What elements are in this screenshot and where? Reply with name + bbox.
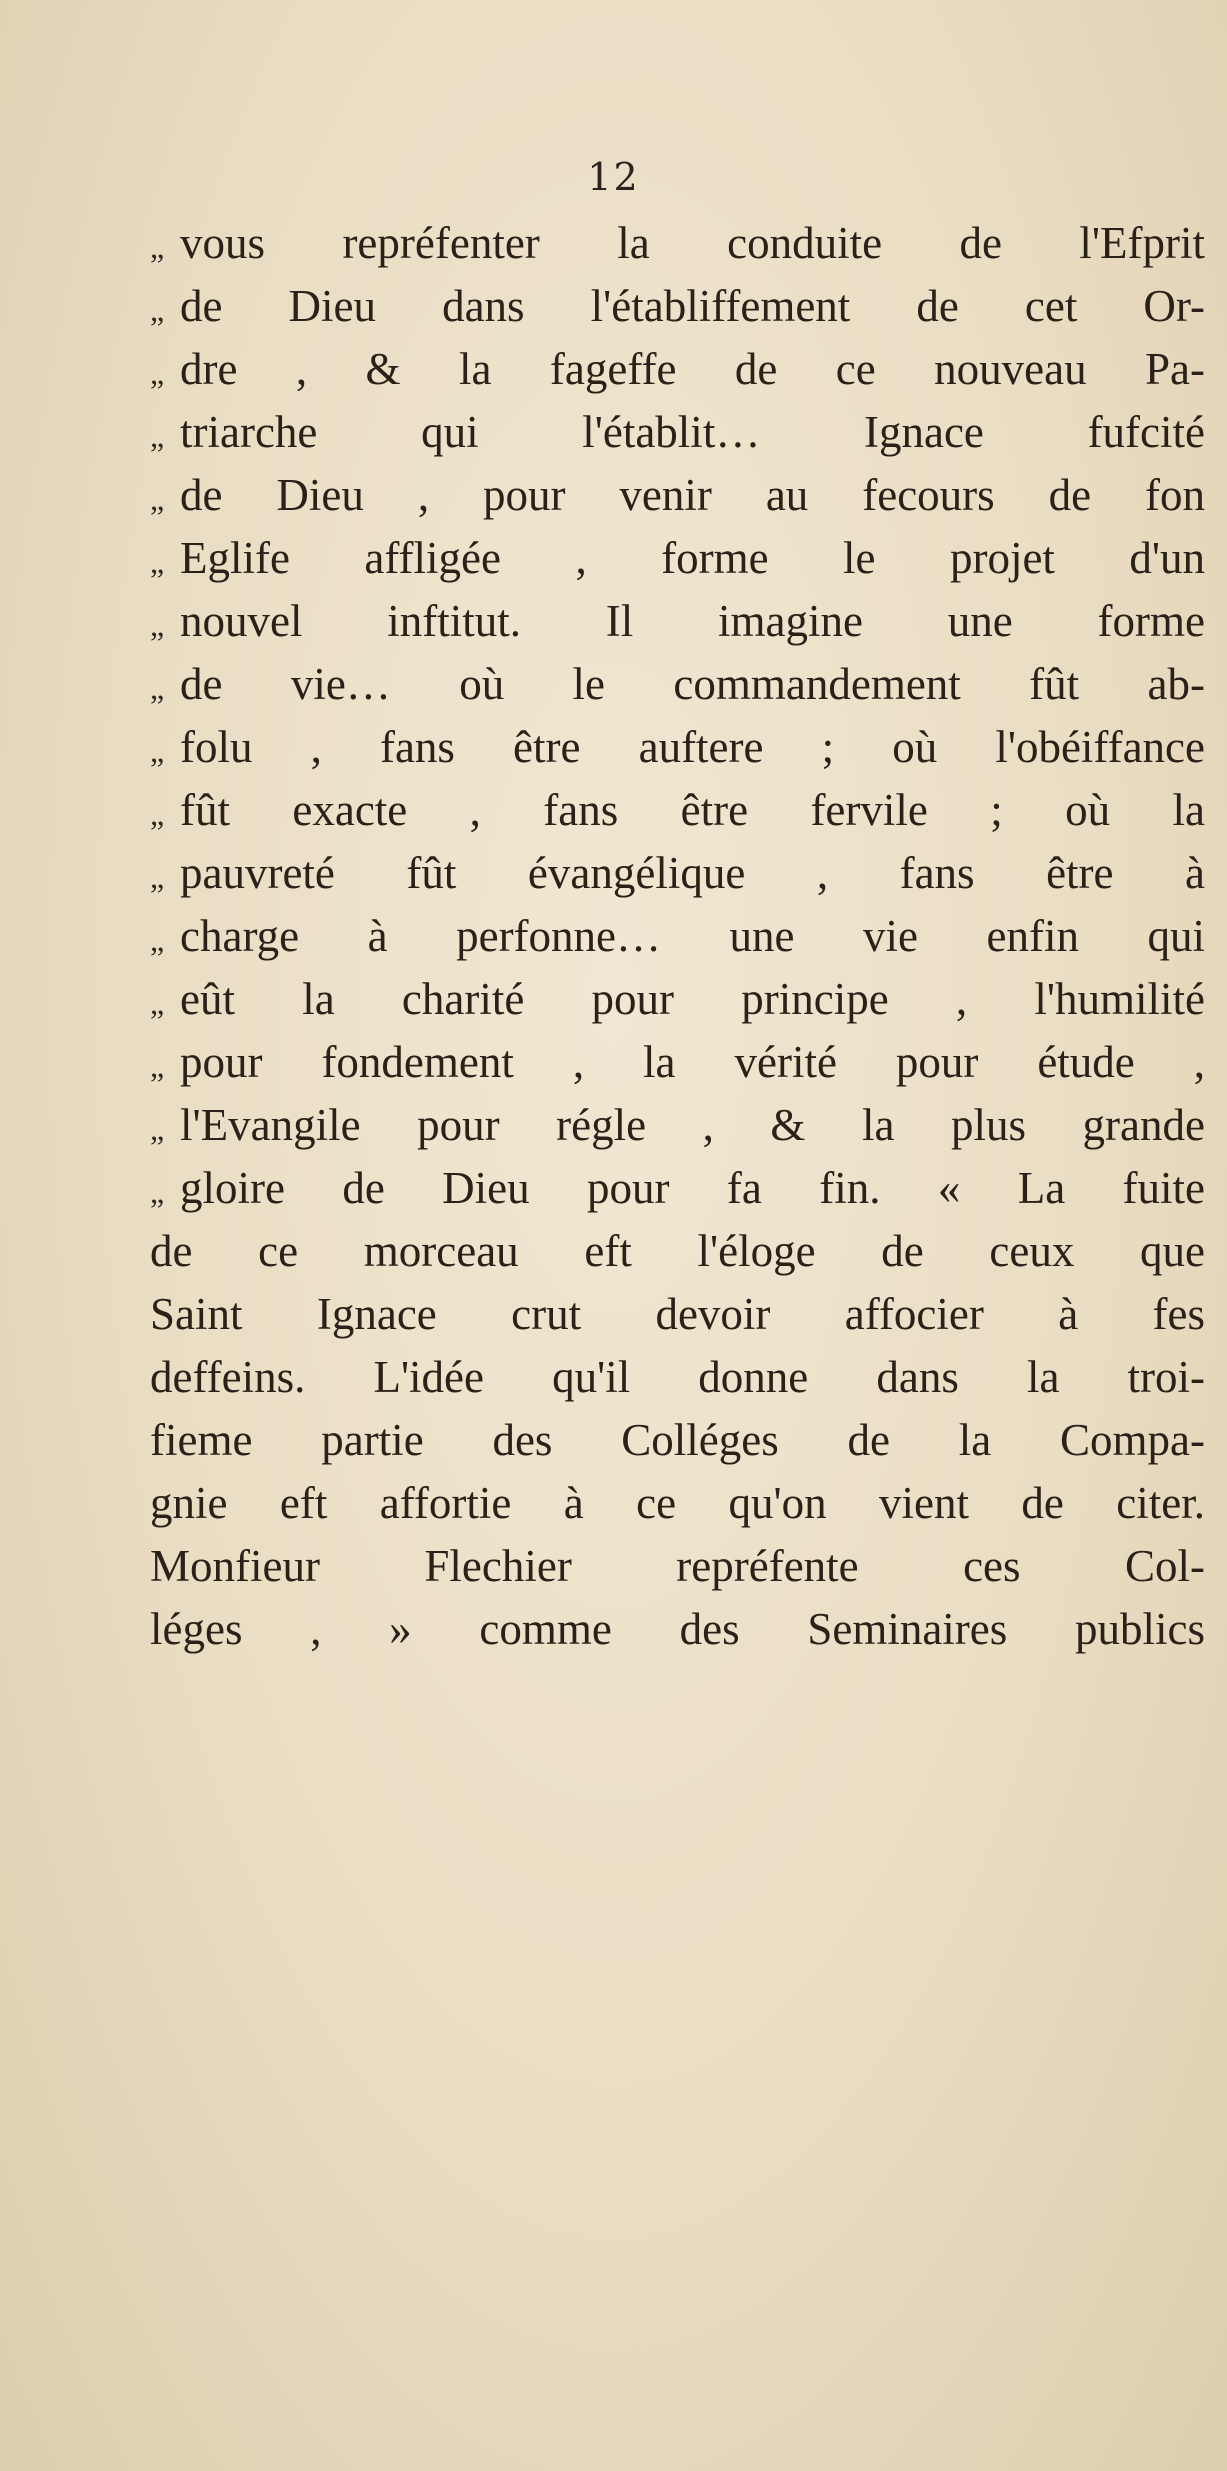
line-text: vous repréfenter la conduite de l'Efprit	[180, 218, 1205, 268]
line-text: gnie eft affortie à ce qu'on vient de citer.	[150, 1478, 1205, 1528]
text-line	[150, 1283, 1205, 1346]
line-text: deffeins. L'idée qu'il donne dans la troi-	[150, 1352, 1205, 1402]
line-text: de vie… où le commandement fût ab-	[180, 659, 1205, 709]
quote-mark: „	[150, 229, 165, 265]
quote-mark: „	[150, 733, 165, 769]
line-text: léges , » comme des Seminaires publics	[150, 1604, 1205, 1654]
text-line	[150, 1094, 1205, 1157]
text-line	[150, 968, 1205, 1031]
text-line	[150, 1220, 1205, 1283]
quote-mark: „	[150, 355, 165, 391]
quote-mark: „	[150, 1111, 165, 1147]
text-line	[150, 1157, 1205, 1220]
line-text: fût exacte , fans être fervile ; où la	[180, 785, 1205, 835]
quote-mark: „	[150, 796, 165, 832]
body-text	[150, 212, 1205, 1661]
line-text: de Dieu dans l'établiffement de cet Or-	[180, 281, 1205, 331]
text-line	[150, 527, 1205, 590]
quote-mark: „	[150, 1174, 165, 1210]
quote-mark: „	[150, 418, 165, 454]
quote-mark: „	[150, 670, 165, 706]
text-line	[150, 401, 1205, 464]
text-line	[150, 905, 1205, 968]
line-text: fieme partie des Colléges de la Compa-	[150, 1415, 1205, 1465]
text-line	[150, 1346, 1205, 1409]
text-line	[150, 653, 1205, 716]
line-text: dre , & la fageffe de ce nouveau Pa-	[180, 344, 1205, 394]
text-line	[150, 1031, 1205, 1094]
text-line	[150, 1409, 1205, 1472]
quote-mark: „	[150, 544, 165, 580]
line-text: eût la charité pour principe , l'humilité	[180, 974, 1205, 1024]
line-text: nouvel inftitut. Il imagine une forme	[180, 596, 1205, 646]
line-text: charge à perfonne… une vie enfin qui	[180, 911, 1205, 961]
text-line	[150, 464, 1205, 527]
line-text: folu , fans être auftere ; où l'obéiffance	[180, 722, 1205, 772]
text-line	[150, 338, 1205, 401]
line-text: de ce morceau eft l'éloge de ceux que	[150, 1226, 1205, 1276]
quote-mark: „	[150, 607, 165, 643]
quote-mark: „	[150, 1048, 165, 1084]
quote-mark: „	[150, 985, 165, 1021]
line-text: triarche qui l'établit… Ignace fufcité	[180, 407, 1205, 457]
line-text: pauvreté fût évangélique , fans être à	[180, 848, 1205, 898]
text-line	[150, 779, 1205, 842]
text-line	[150, 842, 1205, 905]
text-line	[150, 1535, 1205, 1598]
quote-mark: „	[150, 859, 165, 895]
quote-mark: „	[150, 922, 165, 958]
text-line	[150, 275, 1205, 338]
text-line	[150, 1472, 1205, 1535]
text-line	[150, 590, 1205, 653]
text-line	[150, 1598, 1205, 1661]
quote-mark: „	[150, 481, 165, 517]
page-number: 12	[587, 155, 640, 199]
line-text: de Dieu , pour venir au fecours de fon	[180, 470, 1205, 520]
text-line	[150, 716, 1205, 779]
line-text: l'Evangile pour régle , & la plus grande	[180, 1100, 1205, 1150]
text-line	[150, 212, 1205, 275]
line-text: pour fondement , la vérité pour étude ,	[180, 1037, 1205, 1087]
line-text: Saint Ignace crut devoir affocier à fes	[150, 1289, 1205, 1339]
line-text: Monfieur Flechier repréfente ces Col-	[150, 1541, 1205, 1591]
line-text: gloire de Dieu pour fa fin. « La fuite	[180, 1163, 1205, 1213]
quote-mark: „	[150, 292, 165, 328]
line-text: Eglife affligée , forme le projet d'un	[180, 533, 1205, 583]
